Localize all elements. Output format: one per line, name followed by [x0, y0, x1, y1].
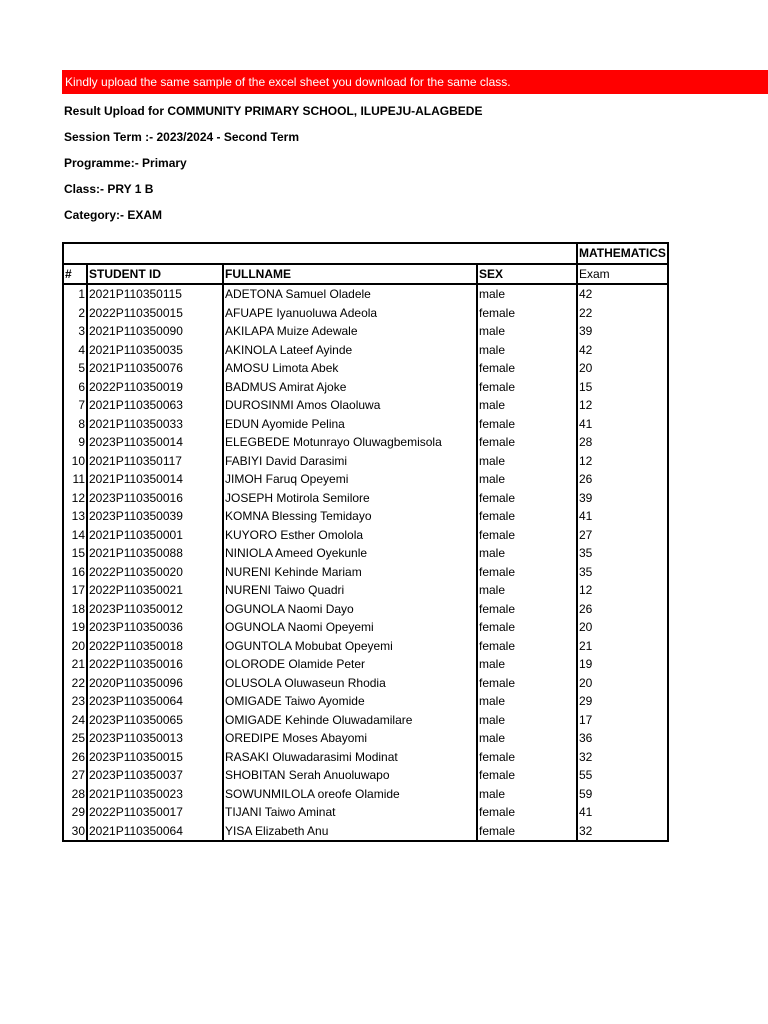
sex-cell: female — [477, 766, 577, 785]
row-number-cell: 18 — [63, 600, 87, 619]
sex-cell: male — [477, 284, 577, 304]
fullname-cell: KUYORO Esther Omolola — [223, 526, 477, 545]
sex-cell: female — [477, 563, 577, 582]
exam-score-cell[interactable]: 41 — [577, 803, 668, 822]
table-row — [63, 563, 668, 582]
header-exam: Exam — [577, 264, 668, 285]
fullname-cell: KOMNA Blessing Temidayo — [223, 507, 477, 526]
exam-score-cell[interactable]: 39 — [577, 489, 668, 508]
exam-score-cell[interactable]: 32 — [577, 748, 668, 767]
table-row — [63, 655, 668, 674]
sex-cell: male — [477, 452, 577, 471]
fullname-cell: FABIYI David Darasimi — [223, 452, 477, 471]
sex-cell: male — [477, 692, 577, 711]
table-row — [63, 637, 668, 656]
table-row — [63, 618, 668, 637]
fullname-cell: AMOSU Limota Abek — [223, 359, 477, 378]
student-id-cell: 2022P110350015 — [87, 304, 223, 323]
exam-score-cell[interactable]: 12 — [577, 452, 668, 471]
table-row — [63, 674, 668, 693]
table-row — [63, 711, 668, 730]
sex-cell: female — [477, 618, 577, 637]
exam-score-cell[interactable]: 35 — [577, 544, 668, 563]
fullname-cell: ADETONA Samuel Oladele — [223, 284, 477, 304]
exam-score-cell[interactable]: 28 — [577, 433, 668, 452]
programme: Programme:- Primary — [64, 156, 187, 170]
fullname-cell: OMIGADE Kehinde Oluwadamilare — [223, 711, 477, 730]
student-id-cell: 2021P110350014 — [87, 470, 223, 489]
sex-cell: female — [477, 748, 577, 767]
fullname-cell: DUROSINMI Amos Olaoluwa — [223, 396, 477, 415]
sex-cell: male — [477, 785, 577, 804]
row-number-cell: 10 — [63, 452, 87, 471]
student-id-cell: 2022P110350020 — [87, 563, 223, 582]
sex-cell: male — [477, 396, 577, 415]
exam-score-cell[interactable]: 19 — [577, 655, 668, 674]
exam-score-cell[interactable]: 17 — [577, 711, 668, 730]
row-number-cell: 23 — [63, 692, 87, 711]
sex-cell: male — [477, 322, 577, 341]
student-id-cell: 2020P110350096 — [87, 674, 223, 693]
table-row — [63, 452, 668, 471]
table-row — [63, 803, 668, 822]
row-number-cell: 30 — [63, 822, 87, 842]
student-id-cell: 2021P110350064 — [87, 822, 223, 842]
exam-score-cell[interactable]: 22 — [577, 304, 668, 323]
upload-notice-banner — [62, 70, 768, 94]
header-student-id: STUDENT ID — [87, 264, 223, 285]
row-number-cell: 8 — [63, 415, 87, 434]
sex-cell: female — [477, 415, 577, 434]
upload-notice-text: Kindly upload the same sample of the excel sheet you download for the same class. — [65, 75, 511, 89]
table-row — [63, 785, 668, 804]
fullname-cell: AFUAPE Iyanuoluwa Adeola — [223, 304, 477, 323]
category: Category:- EXAM — [64, 208, 163, 222]
exam-score-cell[interactable]: 55 — [577, 766, 668, 785]
exam-score-cell[interactable]: 12 — [577, 396, 668, 415]
table-row — [63, 304, 668, 323]
row-number-cell: 24 — [63, 711, 87, 730]
row-number-cell: 22 — [63, 674, 87, 693]
exam-score-cell[interactable]: 26 — [577, 600, 668, 619]
exam-score-cell[interactable]: 35 — [577, 563, 668, 582]
row-number-cell: 9 — [63, 433, 87, 452]
sex-cell: male — [477, 581, 577, 600]
sex-cell: female — [477, 359, 577, 378]
table-row — [63, 544, 668, 563]
sex-cell: male — [477, 544, 577, 563]
row-number-cell: 17 — [63, 581, 87, 600]
sex-cell: female — [477, 378, 577, 397]
student-id-cell: 2022P110350018 — [87, 637, 223, 656]
sex-cell: female — [477, 433, 577, 452]
table-row — [63, 433, 668, 452]
student-id-cell: 2021P110350090 — [87, 322, 223, 341]
row-number-cell: 4 — [63, 341, 87, 360]
class-name: Class:- PRY 1 B — [64, 182, 154, 196]
exam-score-cell[interactable]: 41 — [577, 415, 668, 434]
exam-score-cell[interactable]: 20 — [577, 674, 668, 693]
student-id-cell: 2023P110350039 — [87, 507, 223, 526]
table-row — [63, 359, 668, 378]
row-number-cell: 19 — [63, 618, 87, 637]
sex-cell: female — [477, 637, 577, 656]
student-id-cell: 2021P110350035 — [87, 341, 223, 360]
row-number-cell: 26 — [63, 748, 87, 767]
student-id-cell: 2023P110350012 — [87, 600, 223, 619]
student-id-cell: 2023P110350014 — [87, 433, 223, 452]
fullname-cell: ELEGBEDE Motunrayo Oluwagbemisola — [223, 433, 477, 452]
student-id-cell: 2021P110350023 — [87, 785, 223, 804]
row-number-cell: 1 — [63, 284, 87, 304]
exam-score-cell[interactable]: 41 — [577, 507, 668, 526]
exam-score-cell[interactable]: 21 — [577, 637, 668, 656]
exam-score-cell[interactable]: 20 — [577, 618, 668, 637]
exam-score-cell[interactable]: 15 — [577, 378, 668, 397]
fullname-cell: OGUNOLA Naomi Opeyemi — [223, 618, 477, 637]
sex-cell: female — [477, 526, 577, 545]
exam-score-cell[interactable]: 42 — [577, 284, 668, 304]
sex-cell: female — [477, 489, 577, 508]
row-number-cell: 16 — [63, 563, 87, 582]
table-row — [63, 766, 668, 785]
header-number: # — [63, 264, 87, 285]
header-fullname: FULLNAME — [223, 264, 477, 285]
table-row — [63, 600, 668, 619]
fullname-cell: OMIGADE Taiwo Ayomide — [223, 692, 477, 711]
fullname-cell: TIJANI Taiwo Aminat — [223, 803, 477, 822]
table-row — [63, 470, 668, 489]
sex-cell: male — [477, 341, 577, 360]
sex-cell: male — [477, 729, 577, 748]
student-id-cell: 2022P110350017 — [87, 803, 223, 822]
fullname-cell: YISA Elizabeth Anu — [223, 822, 477, 842]
table-row — [63, 526, 668, 545]
column-header-row — [63, 264, 668, 285]
fullname-cell: RASAKI Oluwadarasimi Modinat — [223, 748, 477, 767]
student-id-cell: 2021P110350063 — [87, 396, 223, 415]
fullname-cell: JOSEPH Motirola Semilore — [223, 489, 477, 508]
results-table — [62, 242, 669, 842]
fullname-cell: OLORODE Olamide Peter — [223, 655, 477, 674]
student-id-cell: 2022P110350019 — [87, 378, 223, 397]
row-number-cell: 7 — [63, 396, 87, 415]
subject-header-row — [63, 243, 668, 264]
fullname-cell: BADMUS Amirat Ajoke — [223, 378, 477, 397]
exam-score-cell[interactable]: 39 — [577, 322, 668, 341]
exam-score-cell[interactable]: 20 — [577, 359, 668, 378]
table-row — [63, 489, 668, 508]
fullname-cell: OLUSOLA Oluwaseun Rhodia — [223, 674, 477, 693]
student-id-cell: 2022P110350021 — [87, 581, 223, 600]
exam-score-cell[interactable]: 29 — [577, 692, 668, 711]
table-row — [63, 507, 668, 526]
table-row — [63, 729, 668, 748]
exam-score-cell[interactable]: 32 — [577, 822, 668, 842]
student-id-cell: 2021P110350033 — [87, 415, 223, 434]
fullname-cell: EDUN Ayomide Pelina — [223, 415, 477, 434]
table-row — [63, 822, 668, 842]
table-row — [63, 581, 668, 600]
row-number-cell: 21 — [63, 655, 87, 674]
student-id-cell: 2021P110350076 — [87, 359, 223, 378]
row-number-cell: 2 — [63, 304, 87, 323]
student-id-cell: 2023P110350064 — [87, 692, 223, 711]
row-number-cell: 15 — [63, 544, 87, 563]
fullname-cell: NURENI Kehinde Mariam — [223, 563, 477, 582]
student-id-cell: 2021P110350115 — [87, 284, 223, 304]
student-id-cell: 2021P110350088 — [87, 544, 223, 563]
sex-cell: female — [477, 600, 577, 619]
sex-cell: female — [477, 507, 577, 526]
student-id-cell: 2023P110350037 — [87, 766, 223, 785]
blank-header-cell — [63, 243, 577, 264]
sex-cell: female — [477, 674, 577, 693]
fullname-cell: SOWUNMILOLA oreofe Olamide — [223, 785, 477, 804]
header-sex: SEX — [477, 264, 577, 285]
result-title: Result Upload for COMMUNITY PRIMARY SCHOOL, ILUPEJU-ALAGBEDE — [64, 104, 483, 118]
sex-cell: male — [477, 470, 577, 489]
table-row — [63, 284, 668, 304]
student-id-cell: 2023P110350015 — [87, 748, 223, 767]
table-row — [63, 748, 668, 767]
row-number-cell: 27 — [63, 766, 87, 785]
student-id-cell: 2023P110350016 — [87, 489, 223, 508]
row-number-cell: 20 — [63, 637, 87, 656]
student-id-cell: 2021P110350117 — [87, 452, 223, 471]
table-row — [63, 396, 668, 415]
table-row — [63, 692, 668, 711]
sex-cell: female — [477, 304, 577, 323]
fullname-cell: JIMOH Faruq Opeyemi — [223, 470, 477, 489]
fullname-cell: NURENI Taiwo Quadri — [223, 581, 477, 600]
fullname-cell: NINIOLA Ameed Oyekunle — [223, 544, 477, 563]
exam-score-cell[interactable]: 26 — [577, 470, 668, 489]
row-number-cell: 3 — [63, 322, 87, 341]
table-row — [63, 322, 668, 341]
sex-cell: female — [477, 822, 577, 842]
fullname-cell: SHOBITAN Serah Anuoluwapo — [223, 766, 477, 785]
row-number-cell: 13 — [63, 507, 87, 526]
exam-score-cell[interactable]: 59 — [577, 785, 668, 804]
session-term: Session Term :- 2023/2024 - Second Term — [64, 130, 299, 144]
student-id-cell: 2023P110350013 — [87, 729, 223, 748]
sex-cell: female — [477, 803, 577, 822]
row-number-cell: 5 — [63, 359, 87, 378]
row-number-cell: 29 — [63, 803, 87, 822]
row-number-cell: 6 — [63, 378, 87, 397]
fullname-cell: OREDIPE Moses Abayomi — [223, 729, 477, 748]
table-row — [63, 341, 668, 360]
student-id-cell: 2021P110350001 — [87, 526, 223, 545]
row-number-cell: 12 — [63, 489, 87, 508]
row-number-cell: 14 — [63, 526, 87, 545]
subject-header: MATHEMATICS — [577, 243, 668, 264]
student-id-cell: 2022P110350016 — [87, 655, 223, 674]
student-id-cell: 2023P110350036 — [87, 618, 223, 637]
exam-score-cell[interactable]: 42 — [577, 341, 668, 360]
table-row — [63, 378, 668, 397]
sex-cell: male — [477, 711, 577, 730]
fullname-cell: OGUNTOLA Mobubat Opeyemi — [223, 637, 477, 656]
row-number-cell: 25 — [63, 729, 87, 748]
fullname-cell: OGUNOLA Naomi Dayo — [223, 600, 477, 619]
fullname-cell: AKINOLA Lateef Ayinde — [223, 341, 477, 360]
exam-score-cell[interactable]: 27 — [577, 526, 668, 545]
student-id-cell: 2023P110350065 — [87, 711, 223, 730]
exam-score-cell[interactable]: 36 — [577, 729, 668, 748]
row-number-cell: 28 — [63, 785, 87, 804]
sex-cell: male — [477, 655, 577, 674]
row-number-cell: 11 — [63, 470, 87, 489]
exam-score-cell[interactable]: 12 — [577, 581, 668, 600]
fullname-cell: AKILAPA Muize Adewale — [223, 322, 477, 341]
table-row — [63, 415, 668, 434]
